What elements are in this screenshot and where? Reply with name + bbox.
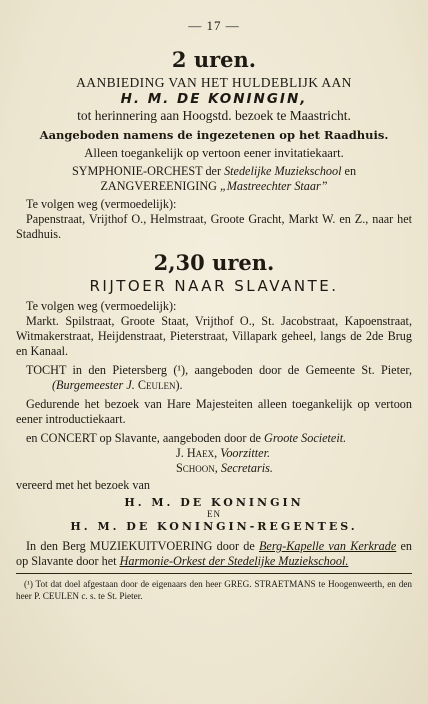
signature-chair: J. Haex, Voorzitter. [176,446,271,460]
queen-title: H. M. DE KONINGIN, [120,91,308,107]
and-word: EN [207,509,221,519]
footnote-rule [16,573,412,574]
tour-title: RIJTOER NAAR SLAVANTE. [89,277,339,295]
orchestra-line: SYMPHONIE-ORCHEST der Stedelijke Muziekschool en [71,164,357,178]
time-heading-1: 2 uren. [171,47,257,72]
concert-line: en CONCERT op Slavante, aangeboden door de Groote Societeit. [26,431,347,445]
route-label-2: Te volgen weg (vermoedelijk): [26,299,177,313]
commemoration-line: tot herinnering aan Hoogstd. bezoek te Maastricht. [77,108,351,123]
time-heading-2: 2,30 uren. [153,250,275,275]
choir-name: ZANGVEREENIGING [100,179,220,193]
music-school: Stedelijke Muziekschool [224,164,342,178]
page-number: — 17 — [188,18,240,33]
route-label-1: Te volgen weg (vermoedelijk): [26,197,177,211]
access-line-2: Gedurende het bezoek van Hare Majesteiten alleen toegankelijk op vertoon eener introductiekaart. [16,397,412,426]
honored-line: vereerd met het bezoek van [16,478,150,492]
route-text-1: Papenstraat, Vrijthof O., Helmstraat, Groote Gracht, Markt W. en Z., naar het Stadhuis. [16,212,412,241]
orchestra-name: SYMPHONIE-ORCHEST [71,164,203,178]
music-line: In den Berg MUZIEKUITVOERING door de Berg-Kapelle van Kerkrade en op Slavante door het Harmonie-Orkest der Stedelijke Muziekschool. [16,539,412,568]
society-name: Groote Societeit. [264,431,347,445]
offered-line: Aangeboden namens de ingezetenen op het Raadhuis. [39,128,389,142]
choir-title: „Mastreechter Staar” [219,179,328,193]
royal-queen: H. M. DE KONINGIN [124,496,304,509]
route-text-2: Markt. Spilstraat, Groote Staat, Vrijthof O., St. Jacobstraat, Kapoenstraat, Witmakerstraat, Heijdenstraat, Pieterstraat, Villapark geheel, langs de 2de Brug en Kanaal. [16,314,412,358]
tocht-line: TOCHT in den Pietersberg (¹), aangeboden door de Gemeente St. Pieter, (Burgemeester J. Ceulen). [26,363,412,392]
footnote: (¹) Tot dat doel afgestaan door de eigenaars den heer GREG. STRAETMANS te Hoogenweerth, en den heer P. CEULEN c. s. te St. Pieter. [16,579,412,601]
royal-queen-regent: H. M. DE KONINGIN-REGENTES. [70,520,358,533]
signature-secretary: Schoon, Secretaris. [176,461,273,475]
access-line-1: Alleen toegankelijk op vertoon eener invitatiekaart. [84,146,344,160]
choir-line [16,179,412,194]
presentation-line: AANBIEDING VAN HET HULDEBLIJK AAN [76,75,352,90]
